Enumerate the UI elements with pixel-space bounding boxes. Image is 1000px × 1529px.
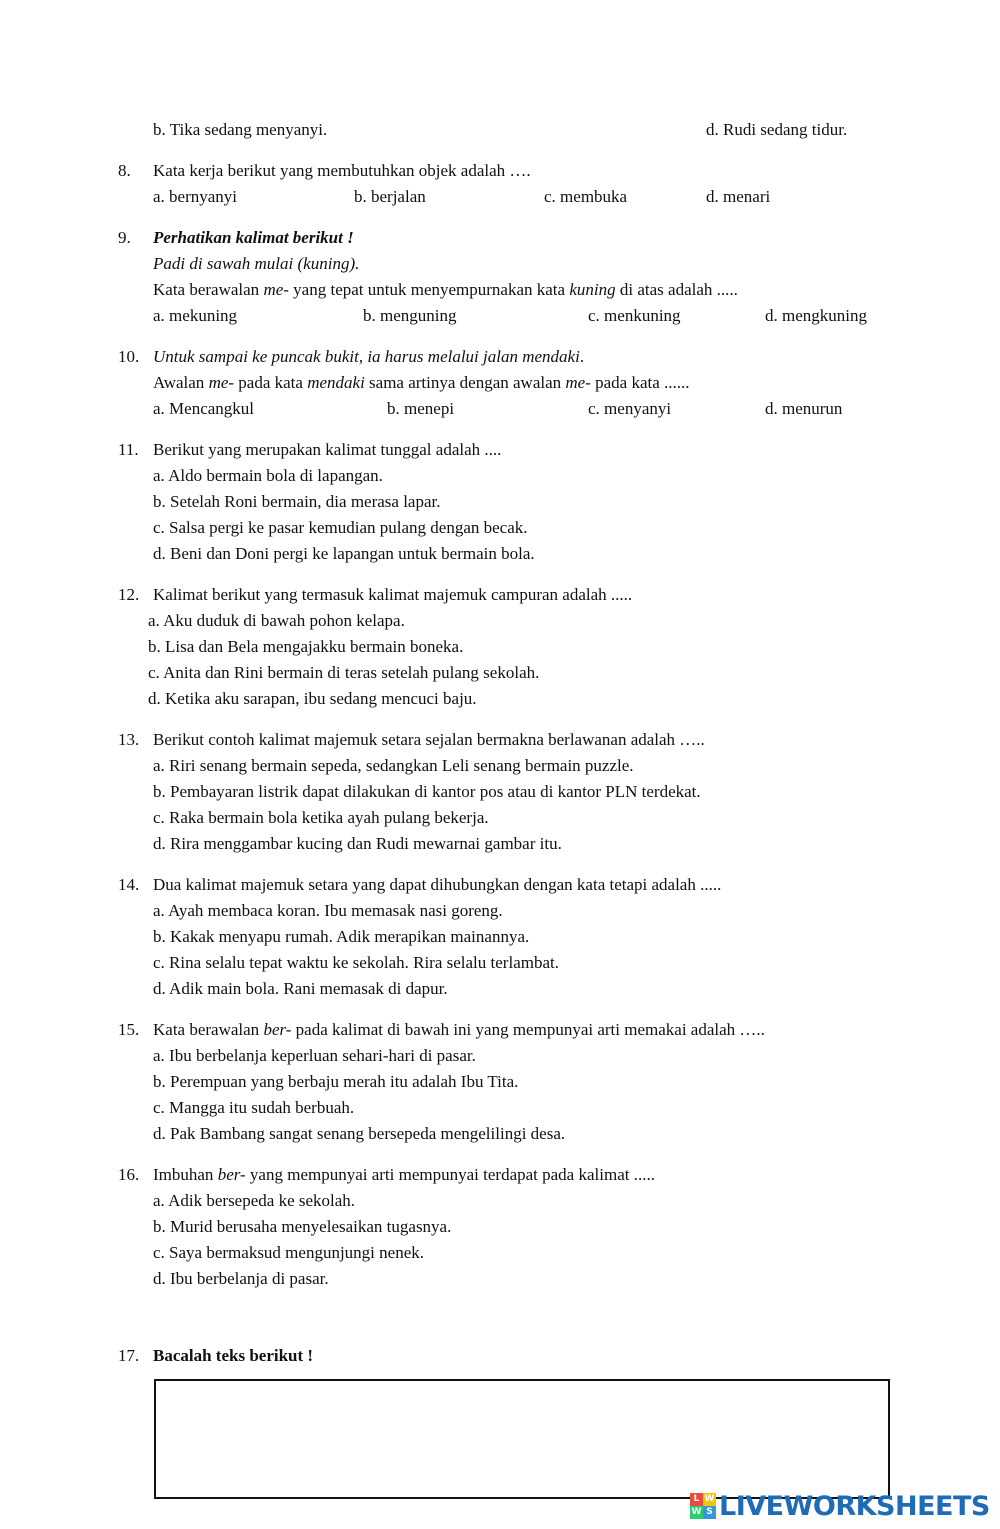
q10-sentence: Untuk sampai ke puncak bukit, ia harus melalui jalan mendaki. (153, 347, 585, 366)
q11-option-d[interactable]: d. Beni dan Doni pergi ke lapangan untuk bermain bola. (153, 544, 535, 563)
q11-number: 11. (118, 440, 139, 459)
q12-option-d[interactable]: d. Ketika aku sarapan, ibu sedang mencuci baju. (148, 689, 477, 708)
q16-option-d[interactable]: d. Ibu berbelanja di pasar. (153, 1269, 329, 1288)
q9-option-b[interactable]: b. menguning (363, 306, 457, 325)
q17-number: 17. (118, 1346, 140, 1365)
q11-option-a[interactable]: a. Aldo bermain bola di lapangan. (153, 466, 383, 485)
q11-question: Berikut yang merupakan kalimat tunggal adalah .... (153, 440, 502, 459)
q15-option-d[interactable]: d. Pak Bambang sangat senang bersepeda mengelilingi desa. (153, 1124, 566, 1143)
q8-question: Kata kerja berikut yang membutuhkan objek adalah …. (153, 161, 531, 180)
q10-option-a[interactable]: a. Mencangkul (153, 399, 255, 418)
q8-option-a[interactable]: a. bernyanyi (153, 187, 238, 206)
q15-option-c[interactable]: c. Mangga itu sudah berbuah. (153, 1098, 355, 1117)
q8-option-b[interactable]: b. berjalan (354, 187, 426, 206)
q14-question: Dua kalimat majemuk setara yang dapat dihubungkan dengan kata tetapi adalah ..... (153, 875, 722, 894)
q9-option-d[interactable]: d. mengkuning (765, 306, 867, 325)
q14-option-c[interactable]: c. Rina selalu tepat waktu ke sekolah. Rira selalu terlambat. (153, 953, 559, 972)
q16-number: 16. (118, 1165, 140, 1184)
q16-option-a[interactable]: a. Adik bersepeda ke sekolah. (153, 1191, 356, 1210)
liveworksheets-logo-mark-icon (690, 1493, 716, 1519)
q12-option-c[interactable]: c. Anita dan Rini bermain di teras setelah pulang sekolah. (148, 663, 540, 682)
logo-mark-letter: W (704, 1494, 715, 1504)
logo-mark-letter: W (691, 1507, 702, 1517)
q10-question: Awalan me- pada kata mendaki sama artinya dengan awalan me- pada kata ...... (153, 373, 690, 392)
liveworksheets-logo (690, 1488, 990, 1524)
q8-option-d[interactable]: d. menari (706, 187, 771, 206)
q10-option-c[interactable]: c. menyanyi (588, 399, 672, 418)
q14-option-d[interactable]: d. Adik main bola. Rani memasak di dapur. (153, 979, 448, 998)
q9-question: Kata berawalan me- yang tepat untuk menyempurnakan kata kuning di atas adalah ..... (153, 280, 738, 299)
q13-option-c[interactable]: c. Raka bermain bola ketika ayah pulang bekerja. (153, 808, 489, 827)
q16-question: Imbuhan ber- yang mempunyai arti mempunyai terdapat pada kalimat ..... (153, 1165, 655, 1184)
q15-question: Kata berawalan ber- pada kalimat di bawah ini yang mempunyai arti memakai adalah ….. (153, 1020, 765, 1039)
q15-option-a[interactable]: a. Ibu berbelanja keperluan sehari-hari di pasar. (153, 1046, 476, 1065)
logo-mark-letter: S (703, 1506, 716, 1519)
q16-option-c[interactable]: c. Saya bermaksud mengunjungi nenek. (153, 1243, 424, 1262)
q7-option-b[interactable]: b. Tika sedang menyanyi. (153, 120, 328, 139)
q11-option-c[interactable]: c. Salsa pergi ke pasar kemudian pulang dengan becak. (153, 518, 528, 537)
logo-mark-letter: L (690, 1493, 703, 1506)
q8-number: 8. (118, 161, 131, 180)
q10-option-b[interactable]: b. menepi (387, 399, 455, 418)
q13-option-a[interactable]: a. Riri senang bermain sepeda, sedangkan Leli senang bermain puzzle. (153, 756, 634, 775)
q17-title: Bacalah teks berikut ! (153, 1346, 314, 1365)
q10-option-d[interactable]: d. menurun (765, 399, 843, 418)
q13-option-d[interactable]: d. Rira menggambar kucing dan Rudi mewarnai gambar itu. (153, 834, 562, 853)
q14-number: 14. (118, 875, 140, 894)
q12-question: Kalimat berikut yang termasuk kalimat majemuk campuran adalah ..... (153, 585, 633, 604)
q14-option-a[interactable]: a. Ayah membaca koran. Ibu memasak nasi goreng. (153, 901, 503, 920)
q9-option-a[interactable]: a. mekuning (153, 306, 238, 325)
q16-option-b[interactable]: b. Murid berusaha menyelesaikan tugasnya. (153, 1217, 452, 1236)
q13-number: 13. (118, 730, 140, 749)
q11-option-b[interactable]: b. Setelah Roni bermain, dia merasa lapar. (153, 492, 441, 511)
q10-number: 10. (118, 347, 140, 366)
q14-option-b[interactable]: b. Kakak menyapu rumah. Adik merapikan mainannya. (153, 927, 530, 946)
q7-option-d[interactable]: d. Rudi sedang tidur. (706, 120, 848, 139)
q12-option-a[interactable]: a. Aku duduk di bawah pohon kelapa. (148, 611, 405, 630)
liveworksheets-logo-text: LIVEWORKSHEETS (719, 1490, 990, 1522)
q9-title: Perhatikan kalimat berikut ! (153, 228, 354, 247)
reading-text-box (154, 1379, 890, 1499)
q13-option-b[interactable]: b. Pembayaran listrik dapat dilakukan di kantor pos atau di kantor PLN terdekat. (153, 782, 701, 801)
q9-sentence: Padi di sawah mulai (kuning). (153, 254, 360, 273)
q9-option-c[interactable]: c. menkuning (588, 306, 681, 325)
q12-number: 12. (118, 585, 140, 604)
q9-number: 9. (118, 228, 131, 247)
q15-option-b[interactable]: b. Perempuan yang berbaju merah itu adalah Ibu Tita. (153, 1072, 519, 1091)
q12-option-b[interactable]: b. Lisa dan Bela mengajakku bermain boneka. (148, 637, 464, 656)
q15-number: 15. (118, 1020, 140, 1039)
q8-option-c[interactable]: c. membuka (544, 187, 628, 206)
q13-question: Berikut contoh kalimat majemuk setara sejalan bermakna berlawanan adalah ….. (153, 730, 705, 749)
